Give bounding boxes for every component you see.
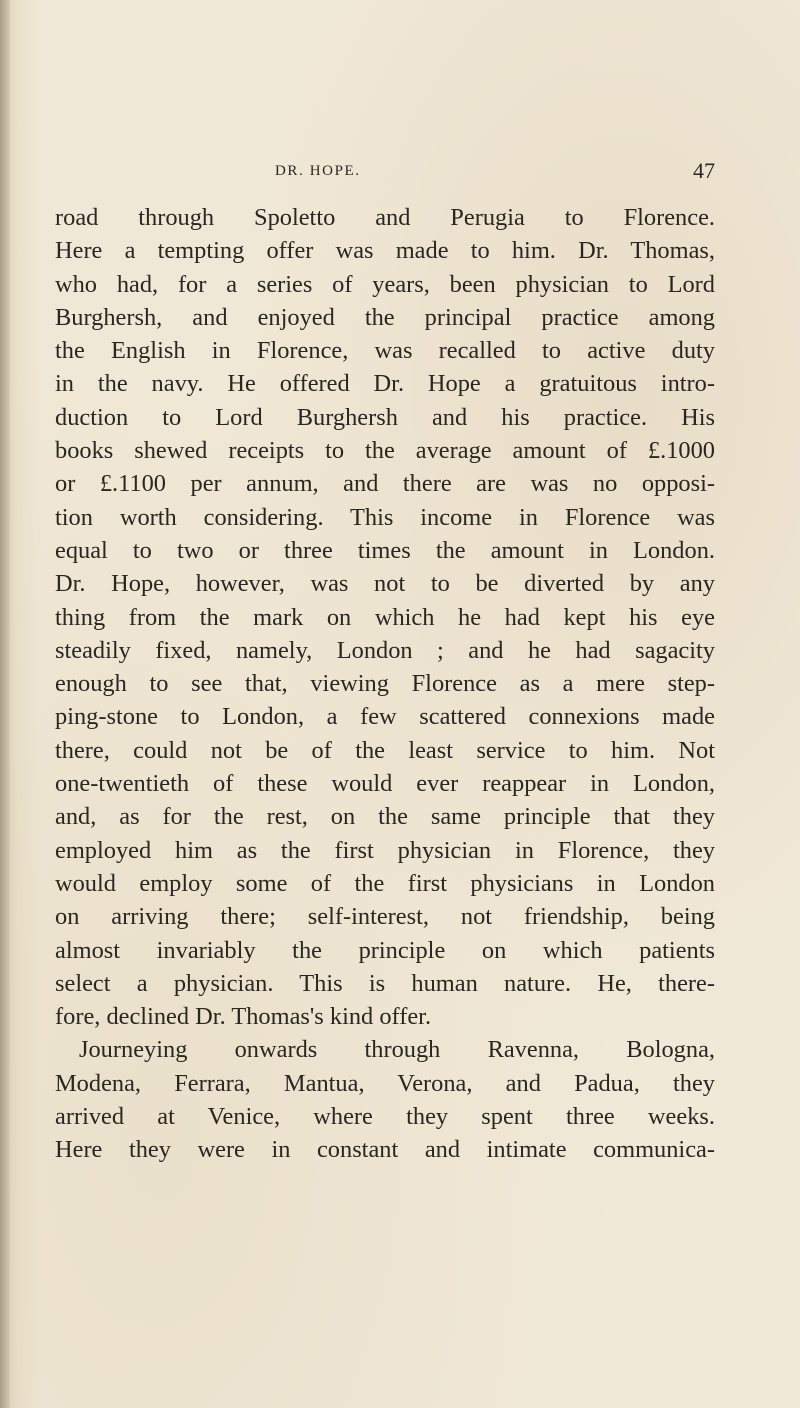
page-number: 47 [693, 158, 715, 183]
text-line: select a physician. This is human nature. He, there- [55, 969, 715, 997]
text-line: enough to see that, viewing Florence as a mere step- [55, 670, 715, 698]
text-line: Modena, Ferrara, Mantua, Verona, and Padua, they [55, 1069, 715, 1097]
text-line: almost invariably the principle on which patients [55, 936, 715, 964]
text-line: thing from the mark on which he had kept his eye [55, 603, 715, 631]
text-line: on arriving there; self-interest, not friendship, being [55, 903, 715, 931]
text-line: who had, for a series of years, been physician to Lord [55, 270, 715, 298]
running-head [275, 160, 715, 184]
text-line: employed him as the first physician in Florence, they [55, 836, 715, 864]
text-line: the English in Florence, was recalled to active duty [55, 337, 715, 365]
text-line: one-twentieth of these would ever reappear in London, [55, 770, 715, 798]
body-text [55, 201, 715, 1167]
text-line: and, as for the rest, on the same principle that they [55, 803, 715, 831]
text-line: arrived at Venice, where they spent three weeks. [55, 1103, 715, 1131]
running-title: DR. HOPE. [275, 163, 361, 179]
text-line: road through Spoletto and Perugia to Florence. [55, 204, 715, 231]
text-line: in the navy. He offered Dr. Hope a gratuitous intro- [55, 370, 715, 398]
text-line: fore, declined Dr. Thomas's kind offer. [55, 1003, 432, 1031]
text-line: Here a tempting offer was made to him. Dr. Thomas, [55, 237, 715, 265]
text-line: tion worth considering. This income in Florence was [55, 503, 715, 531]
text-line: duction to Lord Burghersh and his practice. His [55, 403, 715, 431]
text-line: Dr. Hope, however, was not to be diverted by any [55, 570, 715, 598]
text-line: Burghersh, and enjoyed the principal practice among [55, 303, 715, 331]
text-line: there, could not be of the least service to him. Not [55, 736, 715, 764]
text-line: or £.1100 per annum, and there are was no opposi- [55, 470, 715, 498]
text-line: steadily fixed, namely, London ; and he had sagacity [55, 636, 715, 664]
gutter-shadow [0, 0, 10, 1408]
text-line: Journeying onwards through Ravenna, Bologna, [79, 1036, 715, 1064]
text-line: would employ some of the first physicians in London [55, 869, 715, 897]
text-line: Here they were in constant and intimate communica- [55, 1136, 715, 1164]
text-line: books shewed receipts to the average amount of £.1000 [55, 437, 715, 465]
text-line: equal to two or three times the amount in London. [55, 536, 715, 564]
text-line: ping-stone to London, a few scattered connexions made [55, 703, 715, 731]
